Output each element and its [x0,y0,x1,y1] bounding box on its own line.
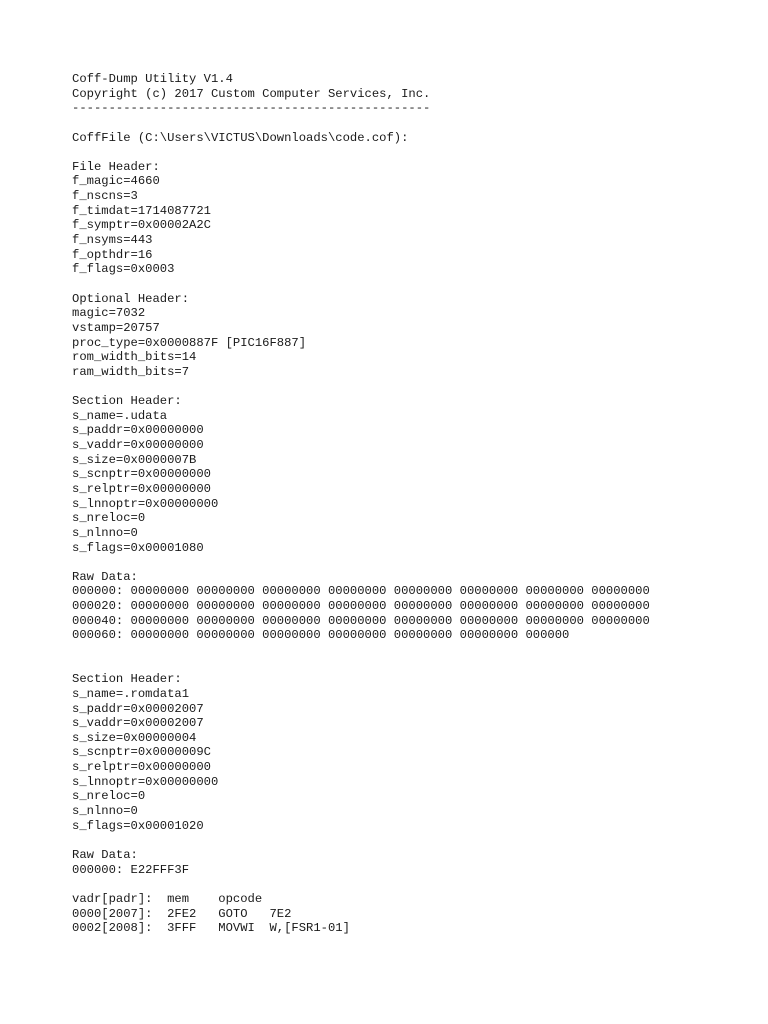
text-line: s_relptr=0x00000000 [72,481,211,496]
text-line: Raw Data: [72,847,138,862]
text-line: ------------------------------------------------- [72,101,431,116]
text-line: s_name=.romdata1 [72,686,190,701]
text-line: s_lnnoptr=0x00000000 [72,496,219,511]
text-line: Optional Header: [72,291,190,306]
text-line: f_timdat=1714087721 [72,203,211,218]
text-line: proc_type=0x0000887F [PIC16F887] [72,335,307,350]
text-line: 000040: 00000000 00000000 00000000 00000000 00000000 00000000 00000000 00000000 [72,613,650,628]
text-line [72,379,752,394]
text-line: 000060: 00000000 00000000 00000000 00000000 00000000 00000000 000000 [72,628,570,643]
text-line: s_paddr=0x00002007 [72,701,204,716]
text-line [72,277,752,292]
text-line: s_size=0x0000007B [72,452,197,467]
text-line: s_flags=0x00001020 [72,818,204,833]
text-line: Copyright (c) 2017 Custom Computer Services, Inc. [72,86,431,101]
text-line: s_vaddr=0x00000000 [72,438,204,453]
text-line: magic=7032 [72,306,146,321]
text-line [72,643,752,658]
text-line: s_name=.udata [72,408,168,423]
text-line: vadr[padr]: mem opcode [72,891,263,906]
text-line: rom_width_bits=14 [72,350,197,365]
text-line: s_flags=0x00001080 [72,540,204,555]
text-line: vstamp=20757 [72,320,160,335]
text-line [72,116,752,131]
text-line: s_nreloc=0 [72,789,146,804]
text-line: f_magic=4660 [72,174,160,189]
text-line: File Header: [72,159,160,174]
text-line: s_size=0x00000004 [72,730,197,745]
text-line: f_flags=0x0003 [72,262,175,277]
text-line: f_nsyms=443 [72,233,153,248]
text-line: s_nreloc=0 [72,511,146,526]
text-line: Raw Data: [72,569,138,584]
text-line: ram_width_bits=7 [72,364,190,379]
text-line: 0002[2008]: 3FFF MOVWI W,[FSR1-01] [72,921,350,936]
text-line: f_symptr=0x00002A2C [72,218,211,233]
text-line: s_scnptr=0x00000000 [72,467,211,482]
text-line: f_opthdr=16 [72,247,153,262]
text-line: Coff-Dump Utility V1.4 [72,72,233,86]
text-line: 000000: 00000000 00000000 00000000 00000000 00000000 00000000 00000000 00000000 [72,584,650,599]
text-line [72,833,752,848]
text-line: s_paddr=0x00000000 [72,423,204,438]
text-line [72,877,752,892]
text-line: 000000: E22FFF3F [72,862,190,877]
text-line: Section Header: [72,394,182,409]
text-line: 0000[2007]: 2FE2 GOTO 7E2 [72,906,292,921]
text-line: s_lnnoptr=0x00000000 [72,774,219,789]
text-line: Section Header: [72,672,182,687]
text-line: f_nscns=3 [72,189,138,204]
document-page [72,72,752,936]
text-line: s_nlnno=0 [72,804,138,819]
text-line: s_vaddr=0x00002007 [72,716,204,731]
text-line [72,658,752,673]
text-line: s_nlnno=0 [72,525,138,540]
text-line: s_relptr=0x00000000 [72,760,211,775]
text-line: s_scnptr=0x0000009C [72,745,211,760]
text-line: CoffFile (C:\Users\VICTUS\Downloads\code.cof): [72,130,409,145]
text-line [72,145,752,160]
text-line: 000020: 00000000 00000000 00000000 00000000 00000000 00000000 00000000 00000000 [72,599,650,614]
text-line [72,555,752,570]
